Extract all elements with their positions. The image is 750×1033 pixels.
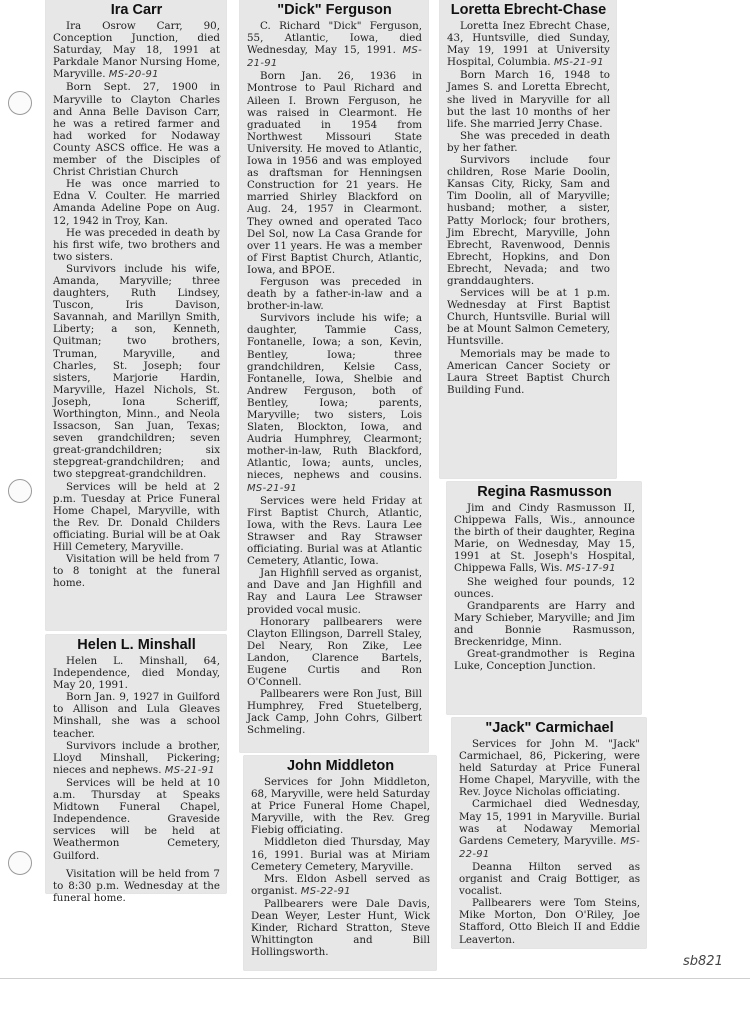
- obituary-paragraph: Jan Highfill served as organist, and Dave and Jan Highfill and Ray and Laura Lee Strawser provided vocal music.: [247, 567, 422, 616]
- punch-hole-bottom: [8, 851, 32, 875]
- obituary-paragraph: Ferguson was preceded in death by a father-in-law and a brother-in-law.: [247, 275, 422, 313]
- obituary-paragraph: Pallbearers were Tom Steins, Mike Morton, Don O'Riley, Joe Stafford, Otto Bleich II and Eddie Leaverton.: [459, 897, 640, 946]
- obituary-paragraph: Middleton died Thursday, May 16, 1991. Burial was at Miriam Cemetery Cemetery, Maryville.: [251, 836, 430, 873]
- obituary-paragraph: Deanna Hilton served as organist and Craig Bottiger, as vocalist.: [459, 860, 640, 898]
- obituary-paragraph: Memorials may be made to American Cancer Society or Laura Street Baptist Church Building Fund.: [447, 347, 610, 396]
- obituary-paragraph: Survivors include a brother, Lloyd Minshall, Pickering; nieces and nephews. MS-21-91: [53, 739, 220, 776]
- obituary-title: Regina Rasmusson: [477, 484, 612, 500]
- obituary-loretta-chase: [440, 0, 616, 478]
- handwritten-date-note: MS-22-91: [300, 885, 351, 897]
- obituary-paragraph: Born March 16, 1948 to James S. and Loretta Ebrecht, she lived in Maryville for all but the last 10 months of her life. She married Jerry Chase.: [447, 69, 610, 130]
- obituary-paragraph: Helen L. Minshall, 64, Independence, died Monday, May 20, 1991.: [53, 655, 220, 692]
- obituary-helen-minshall: [46, 635, 226, 904]
- obituary-paragraph: Jim and Cindy Rasmusson II, Chippewa Falls, Wis., announce the birth of their daughter, Regina Marie, on Wednesday, May 15, 1991 at St. Joseph's Hospital, Chippewa Falls, Wis. MS-17-91: [454, 502, 635, 575]
- obituary-title: John Middleton: [286, 758, 395, 774]
- obituary-dick-ferguson: [240, 0, 428, 752]
- announcement-regina-rasmusson: [447, 482, 641, 714]
- obituary-paragraph: Services will be at 1 p.m. Wednesday at First Baptist Church, Huntsville. Burial will be at Mount Salmon Cemetery, Huntsville.: [447, 287, 610, 348]
- handwritten-date-note: MS-21-91: [164, 764, 215, 776]
- handwritten-date-note: MS-21-91: [247, 482, 298, 494]
- obituary-paragraph: Mrs. Eldon Asbell served as organist. MS-22-91: [251, 872, 430, 897]
- obituary-paragraph: Grandparents are Harry and Mary Schieber, Maryville; and Jim and Bonnie Rasmusson, Breckenridge, Minn.: [454, 599, 635, 649]
- obituary-paragraph: Services were held Friday at First Baptist Church, Atlantic, Iowa, with the Revs. Laura Lee Strawser and Ray Strawser officiating. Burial was at Atlantic Cemetery, Atlantic, Iowa.: [247, 494, 422, 568]
- handwritten-date-note: MS-22-91: [459, 835, 641, 860]
- punch-hole-middle: [8, 479, 32, 503]
- obituary-paragraph: Visitation will be held from 7 to 8 tonight at the funeral home.: [53, 553, 220, 590]
- obituary-title: "Dick" Ferguson: [277, 2, 392, 18]
- punch-hole-top: [8, 91, 32, 115]
- obituary-paragraph: Survivors include his wife; a daughter, Tammie Cass, Fontanelle, Iowa; a son, Kevin, Bentley, Iowa; three grandchildren, Kelsie Cass, Fontanelle, Iowa, Shelbie and Andrew Ferguson, both of Bentley, Iowa; parents, Maryville; two sisters, Lois Slaten, Blockton, Iowa, and Audria Humphrey, Clearmont; mother-in-law, Ruth Blackford, Atlantic, Iowa; aunts, uncles, nieces, nephews and cousins. MS-21-91: [247, 312, 422, 494]
- page-edge-line: [0, 978, 750, 979]
- obituary-paragraph: Services for John Middleton, 68, Maryville, were held Saturday at Price Funeral Home Chapel, Maryville, with the Rev. Greg Fiebig officiating.: [251, 776, 430, 837]
- obituary-paragraph: Ira Osrow Carr, 90, Conception Junction, died Saturday, May 18, 1991 at Parkdale Manor Nursing Home, Maryville. MS-20-91: [53, 20, 220, 81]
- obituary-paragraph: Survivors include four children, Rose Marie Doolin, Kansas City, Ricky, Sam and Tim Doolin, all of Maryville; husband; mother, a sister, Patty Morlock; four brothers, Jim Ebrecht, Maryville, John Ebrecht, Ravenwood, Dennis Ebrecht, Hopkins, and Don Ebrecht, Nevada; and two granddaughters.: [447, 154, 610, 287]
- obituary-title: Helen L. Minshall: [77, 637, 196, 653]
- obituary-paragraph: Visitation will be held from 7 to 8:30 p.m. Wednesday at the funeral home.: [53, 867, 220, 904]
- obituary-paragraph: Services will be held at 2 p.m. Tuesday at Price Funeral Home Chapel, Maryville, with the Rev. Dr. Donald Childers officiating. Burial will be at Oak Hill Cemetery, Maryville.: [53, 480, 220, 554]
- obituary-paragraph: Pallbearers were Ron Just, Bill Humphrey, Fred Stuetelberg, Jack Camp, John Cohrs, Gilbert Schmeling.: [247, 688, 422, 737]
- obituary-paragraph: Survivors include his wife, Amanda, Maryville; three daughters, Ruth Lindsey, Tuscon, Iris Davison, Savannah, and Marillyn Smith, Liberty; a son, Kenneth, Quitman; two brothers, Truman, Maryville, and Charles, St. Joseph; four sisters, Marjorie Hardin, Maryville, Hazel Nichols, St. Joseph, Iona Scheriff, Worthington, Minn., and Neola Issacson, San Juan, Texas; seven grandchildren; seven great-grandchildren; six stepgreat-grandchildren; and two stepgreat-grandchildren.: [53, 262, 220, 481]
- handwritten-date-note: MS-17-91: [565, 563, 616, 575]
- catalog-number: sb821: [683, 954, 723, 969]
- obituary-paragraph: Carmichael died Wednesday, May 15, 1991 in Maryville. Burial was at Nodaway Memorial Gardens Cemetery, Maryville. MS-22-91: [459, 798, 641, 860]
- obituary-jack-carmichael: [452, 718, 646, 948]
- obituary-paragraph: Pallbearers were Dale Davis, Dean Weyer, Lester Hunt, Wick Kinder, Richard Stratton, Steve Whittington and Bill Hollingsworth.: [251, 897, 430, 959]
- obituary-paragraph: Born Jan. 9, 1927 in Guilford to Allison and Lula Gleaves Minshall, she was a school teacher.: [53, 691, 220, 740]
- obituary-ira-carr: [46, 0, 226, 630]
- obituary-paragraph: She weighed four pounds, 12 ounces.: [454, 575, 635, 600]
- obituary-title: Ira Carr: [110, 2, 163, 18]
- obituary-paragraph: He was preceded in death by his first wife, two brothers and two sisters.: [53, 226, 220, 263]
- handwritten-date-note: MS-20-91: [108, 69, 159, 81]
- obituary-john-middleton: [244, 756, 436, 970]
- obituary-paragraph: Honorary pallbearers were Clayton Ellingson, Darrell Staley, Del Neary, Ron Zike, Lee Landon, Clarence Bartels, Eugene Curtis and Ron O'Connell.: [247, 615, 422, 689]
- obituary-paragraph: C. Richard "Dick" Ferguson, 55, Atlantic, Iowa, died Wednesday, May 15, 1991. MS-21-91: [247, 20, 422, 70]
- handwritten-date-note: MS-21-91: [247, 45, 422, 70]
- obituary-paragraph: Born Jan. 26, 1936 in Montrose to Paul Richard and Aileen I. Brown Ferguson, he was raised in Clearmont. He graduated in 1954 from Northwest Missouri State University. He moved to Atlantic, Iowa in 1956 and was employed as draftsman for Henningsen Construction for 21 years. He married Shirley Blackford on Aug. 24, 1957 in Clearmont. They owned and operated Taco Del Sol, now La Casa Grande for over 11 years. He was a member of First Baptist Church, Atlantic, Iowa, and BPOE.: [247, 70, 422, 276]
- obituary-paragraph: Great-grandmother is Regina Luke, Conception Junction.: [454, 648, 635, 673]
- obituary-paragraph: Born Sept. 27, 1900 in Maryville to Clayton Charles and Anna Belle Davison Carr, he was a retired farmer and had worked for Nodaway County ASCS office. He was a member of the Disciples of Christ Christian Church: [53, 81, 220, 179]
- handwritten-date-note: MS-21-91: [553, 57, 604, 69]
- obituary-title: "Jack" Carmichael: [485, 720, 614, 736]
- obituary-paragraph: Loretta Inez Ebrecht Chase, 43, Huntsville, died Sunday, May 19, 1991 at University Hospital, Columbia. MS-21-91: [447, 20, 610, 69]
- obituary-title: Loretta Ebrecht-Chase: [450, 2, 607, 18]
- obituary-paragraph: He was once married to Edna V. Coulter. He married Amanda Adeline Pope on Aug. 12, 1942 in Troy, Kan.: [53, 178, 220, 227]
- obituary-paragraph: Services will be held at 10 a.m. Thursday at Speaks Midtown Funeral Chapel, Independence. Graveside services will be held at Weathermon Cemetery, Guilford.: [53, 776, 220, 862]
- obituary-paragraph: Services for John M. "Jack" Carmichael, 86, Pickering, were held Saturday at Price Funeral Home Chapel, Maryville, with the Rev. Joyce Nicholas officiating.: [459, 738, 640, 799]
- obituary-paragraph: She was preceded in death by her father.: [447, 129, 610, 154]
